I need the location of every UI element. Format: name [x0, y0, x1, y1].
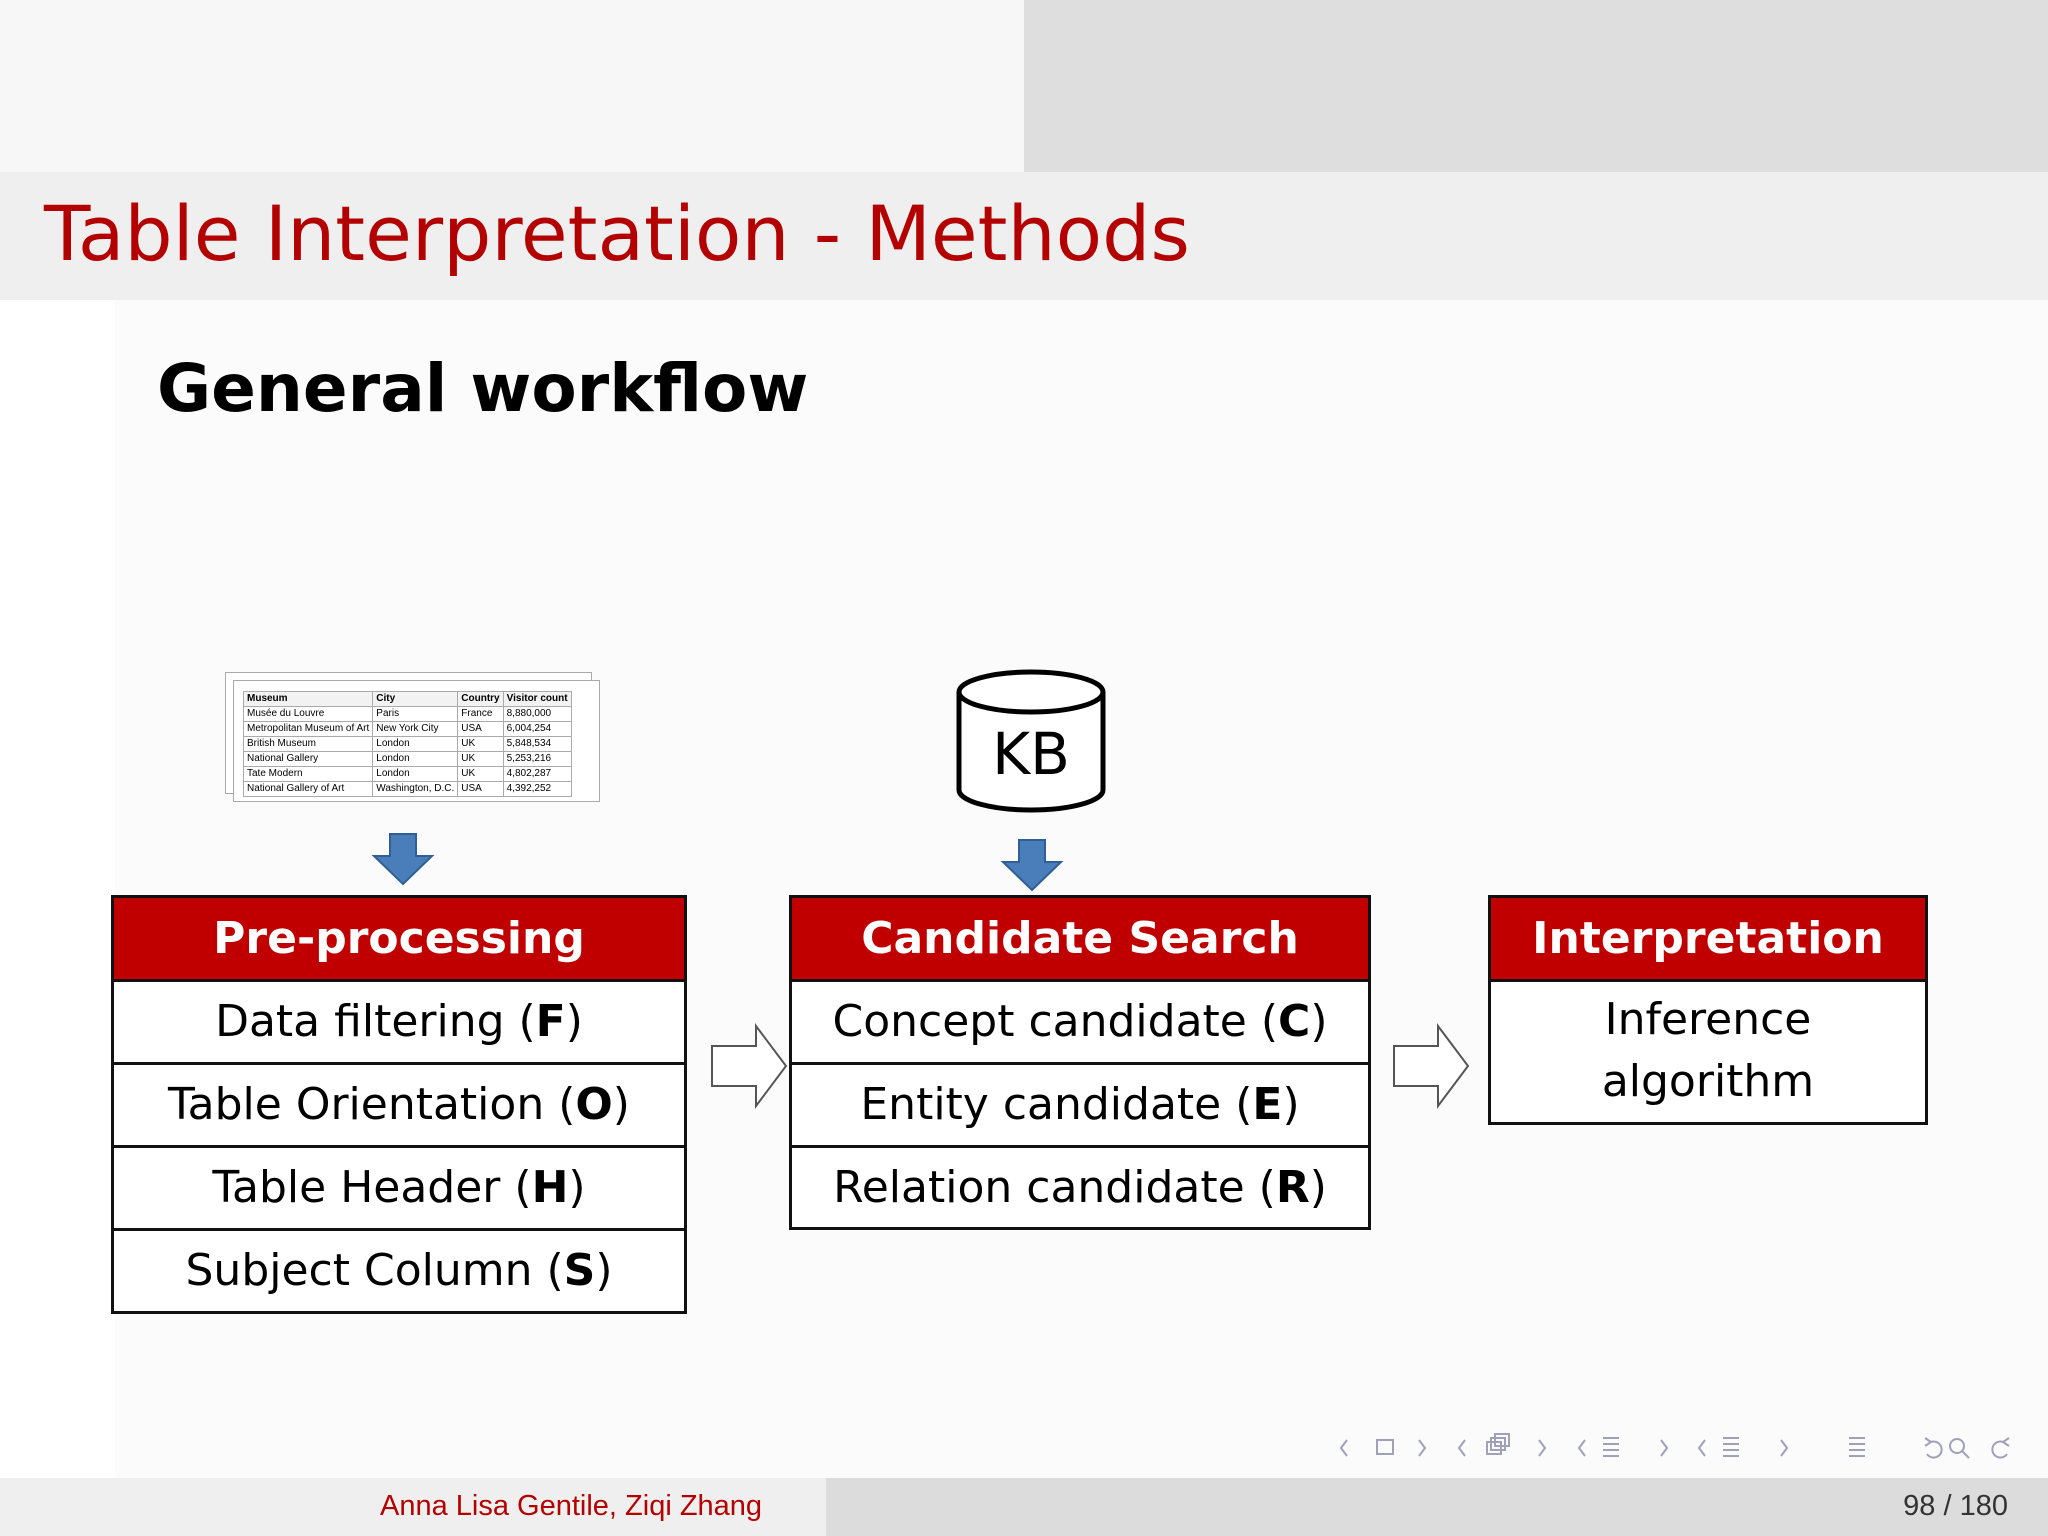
table-header-cell: Country [458, 692, 503, 707]
table-cell: 4,392,252 [503, 782, 571, 797]
table-cell: British Museum [244, 737, 373, 752]
table-cell: USA [458, 782, 503, 797]
algorithm-line: algorithm [1601, 1056, 1815, 1107]
step-code: F [535, 996, 566, 1047]
table-cell: UK [458, 767, 503, 782]
appendix-icon [1849, 1438, 1865, 1456]
table-cell: 5,253,216 [503, 752, 571, 767]
table-row [244, 767, 572, 782]
step-paren: ) [565, 996, 583, 1047]
step-table-header [114, 1148, 684, 1231]
step-paren: ) [1309, 1162, 1327, 1213]
candidate-search-title: Candidate Search [792, 898, 1368, 982]
preprocessing-title: Pre-processing [114, 898, 684, 982]
frame-icon [1377, 1440, 1393, 1454]
blue-down-arrow-icon [370, 832, 436, 888]
step-code: O [575, 1079, 613, 1130]
table-cell: Tate Modern [244, 767, 373, 782]
prev-slide-icon [1341, 1440, 1347, 1456]
step-relation-candidate [792, 1148, 1368, 1228]
header-right-panel [1024, 0, 2048, 172]
step-label: Relation candidate ( [833, 1162, 1276, 1213]
candidate-search-box [789, 895, 1371, 1230]
search-icon [1950, 1439, 1964, 1453]
table-cell: New York City [373, 722, 458, 737]
forward-icon [1992, 1438, 2009, 1458]
table-cell: France [458, 707, 503, 722]
table-cell: Washington, D.C. [373, 782, 458, 797]
table-row [244, 722, 572, 737]
table-header-cell: Museum [244, 692, 373, 707]
beamer-nav-controls [1335, 1428, 2035, 1468]
next-document-icon [1781, 1440, 1787, 1456]
back-icon [1925, 1438, 1942, 1458]
table-cell: National Gallery [244, 752, 373, 767]
table-cell: Paris [373, 707, 458, 722]
next-subsection-icon [1539, 1440, 1545, 1456]
table-cell: Metropolitan Museum of Art [244, 722, 373, 737]
kb-label: KB [992, 720, 1070, 788]
step-code: R [1275, 1162, 1310, 1213]
inference-algorithm [1491, 982, 1925, 1120]
step-label: Entity candidate ( [860, 1079, 1253, 1130]
table-row [244, 737, 572, 752]
step-paren: ) [568, 1162, 586, 1213]
table-cell: UK [458, 737, 503, 752]
table-row [244, 707, 572, 722]
prev-section-icon [1579, 1440, 1585, 1456]
blue-down-arrow-icon [999, 838, 1065, 894]
slide-title: Table Interpretation - Methods [44, 189, 1190, 278]
step-paren: ) [612, 1079, 630, 1130]
table-cell: UK [458, 752, 503, 767]
footer-right-panel [826, 1478, 2048, 1536]
table-cell: Musée du Louvre [244, 707, 373, 722]
table-cell: 6,004,254 [503, 722, 571, 737]
page-number: 98 / 180 [1903, 1490, 2008, 1522]
section-icon [1603, 1438, 1619, 1456]
prev-document-icon [1699, 1440, 1705, 1456]
table-row [244, 752, 572, 767]
step-label: Table Orientation ( [168, 1079, 576, 1130]
document-icon [1723, 1438, 1739, 1456]
table-cell: London [373, 752, 458, 767]
table-cell: London [373, 767, 458, 782]
table-header-cell: Visitor count [503, 692, 571, 707]
step-code: C [1278, 996, 1311, 1047]
step-label: Concept candidate ( [832, 996, 1279, 1047]
step-code: S [563, 1245, 596, 1296]
step-subject-column [114, 1231, 684, 1311]
right-arrow-icon [710, 1022, 790, 1110]
step-paren: ) [595, 1245, 613, 1296]
next-slide-icon [1419, 1440, 1425, 1456]
section-heading: General workflow [157, 350, 809, 427]
step-data-filtering [114, 982, 684, 1065]
interpretation-title: Interpretation [1491, 898, 1925, 982]
prev-subsection-icon [1459, 1440, 1465, 1456]
database-icon [955, 668, 1107, 818]
step-code: H [531, 1162, 569, 1213]
next-section-icon [1661, 1440, 1667, 1456]
preprocessing-box [111, 895, 687, 1314]
table-cell: National Gallery of Art [244, 782, 373, 797]
table-cell: USA [458, 722, 503, 737]
step-label: Subject Column ( [185, 1245, 564, 1296]
footer-authors: Anna Lisa Gentile, Ziqi Zhang [380, 1490, 763, 1522]
table-cell: 8,880,000 [503, 707, 571, 722]
step-paren: ) [1282, 1079, 1300, 1130]
header-nav-panel [0, 0, 1024, 172]
table-cell: London [373, 737, 458, 752]
table-cell: 4,802,287 [503, 767, 571, 782]
interpretation-box [1488, 895, 1928, 1125]
right-arrow-icon [1392, 1022, 1472, 1110]
step-concept-candidate [792, 982, 1368, 1065]
step-entity-candidate [792, 1065, 1368, 1148]
table-row [244, 782, 572, 797]
step-label: Table Header ( [212, 1162, 532, 1213]
table-header-cell: City [373, 692, 458, 707]
step-label: Data filtering ( [215, 996, 536, 1047]
front-table [243, 691, 572, 797]
step-code: E [1252, 1079, 1283, 1130]
table-header-row [244, 692, 572, 707]
step-table-orientation [114, 1065, 684, 1148]
table-image [225, 672, 615, 812]
inference-line: Inference [1604, 994, 1812, 1045]
table-cell: 5,848,534 [503, 737, 571, 752]
step-paren: ) [1310, 996, 1328, 1047]
